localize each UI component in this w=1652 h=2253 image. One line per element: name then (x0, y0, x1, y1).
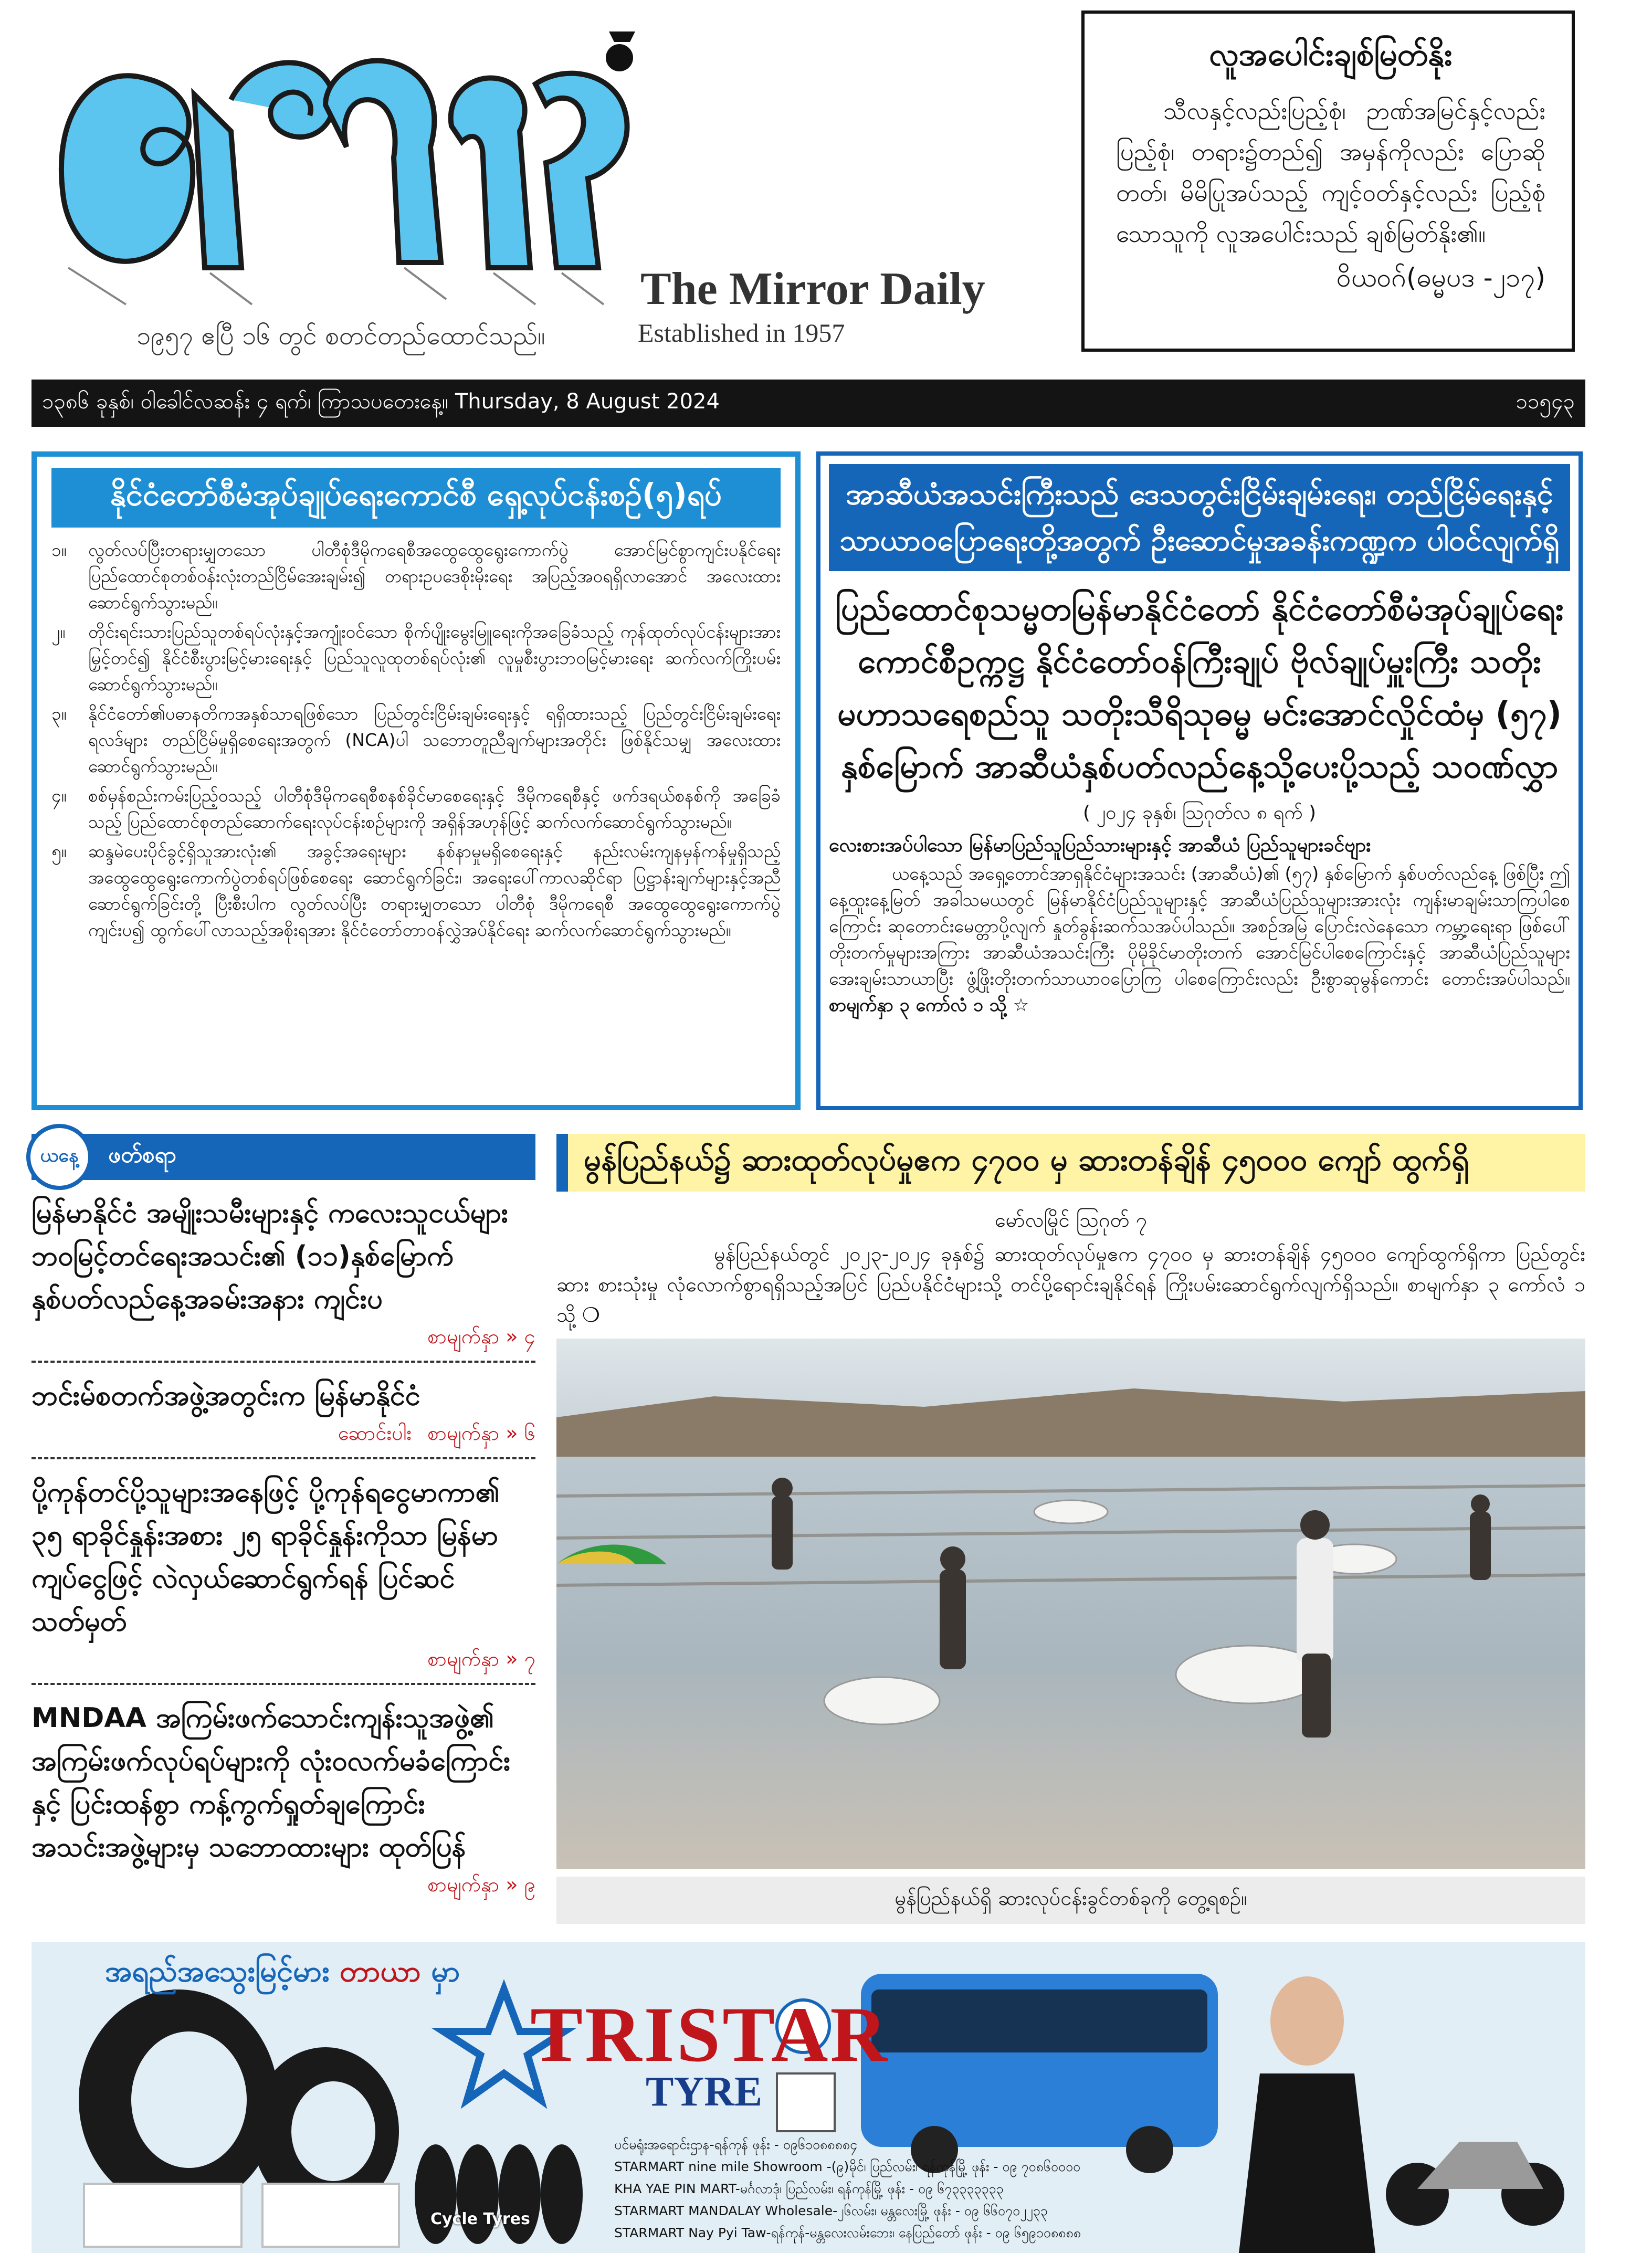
index-item-page-number: စာမျက်နှာ » ၇ (427, 1647, 535, 1670)
index-item[interactable] (31, 1363, 535, 1459)
programme-number: ၂။ (51, 622, 66, 642)
programme-text: စစ်မှန်စည်းကမ်းပြည့်ဝသည့် ပါတီစုံဒီမိုကရေစီစနစ်ခိုင်မာစေရေးနှင့် ဒီမိုကရေစီနှင့် ဖက်ဒရယ်စနစ်ကို အခြေခံသည့် ပြည်ထောင်စုတည်ဆောက်ရေးလုပ်ငန်းစဉ်များကို အရှိန်အဟုန်ဖြင့် ဆက်လက်ဆောင်ရွက်သွားမည်။ (88, 785, 781, 832)
salt-field-photo (556, 1339, 1585, 1869)
asean-greeting: လေးစားအပ်ပါသော မြန်မာပြည်သူပြည်သားများနှင့် အာဆီယံ ပြည်သူများခင်ဗျား (829, 835, 1371, 856)
index-title: ဖတ်စရာ (108, 1142, 176, 1167)
index-item-page-number: စာမျက်နှာ » ၆ (427, 1422, 535, 1445)
programmes-title: နိုင်ငံတော်စီမံအုပ်ချုပ်ရေးကောင်စီ ရှေ့လုပ်ငန်းစဉ်(၅)ရပ် (51, 468, 781, 528)
asean-article (816, 451, 1583, 1110)
programme-item (51, 701, 781, 780)
asean-body-text: ယနေ့သည် အရှေ့တောင်အာရှနိုင်ငံများအသင်း (အာဆီယံ)၏ (၅၇) နှစ်မြောက် နှစ်ပတ်လည်နေ့ ဖြစ်ပြီး ဤနေ့ထူးနေ့မြတ် အခါသမယတွင် မြန်မာနိုင်ငံပြည်သူများနှင့် အာဆီယံပြည်သူများအားလုံး ကျန်းမာချမ်းသာကြပါစေကြောင်း ဆုတောင်းမေတ္တာပို့လျက် နှုတ်ခွန်းဆက်သအပ်ပါသည်။ အစဉ်အမြဲ ပြောင်းလဲနေသော ကမ္ဘာ့ရေးရာ ဖြစ်ပေါ်တိုးတက်မှုများအကြား အာဆီယံအသင်းကြီး ပိုမိုခိုင်မာတိုးတက် အောင်မြင်ပါစေကြောင်းနှင့် အာဆီယံပြည်သူများ အေးချမ်းသာယာပြီး ဖွံ့ဖြိုးတိုးတက်သာယာဝပြောကြ ပါစေကြောင်းလည်း ဦးစွာဆုမွန်ကောင်း တောင်းအပ်ပါသည်။ (829, 864, 1570, 989)
ad-brand-sub: TYRE (646, 2069, 763, 2115)
ad-tagline-suffix: မှာ (431, 1954, 460, 1988)
ad-contacts (614, 2134, 1081, 2244)
salt-headline: မွန်ပြည်နယ်၌ ဆားထုတ်လုပ်မှုဧက ၄၇၀၀ မှ ဆားတန်ချိန် ၄၅၀၀၀ ကျော် ထွက်ရှိ (556, 1134, 1585, 1192)
established-en: Established in 1957 (638, 318, 845, 348)
programme-number: ၁။ (51, 540, 67, 560)
programme-text: နိုင်ငံတော်၏ပဓာနတိကအနှစ်သာရဖြစ်သော ပြည်တွင်းငြိမ်းချမ်းရေးနှင့် ရရှိထားသည့် ပြည်တွင်းငြိမ်းချမ်းရေးရလဒ်များ တည်ငြိမ်မှုရှိစေရေးအတွက် (NCA)ပါ သဘောတူညီချက်များအတိုင်း ဖြစ်နိုင်သမျှ အလေးထားဆောင်ရွက်သွားမည်။ (88, 703, 781, 776)
masthead-logo (31, 21, 682, 315)
quote-body: သီလနှင့်လည်းပြည့်စုံ၊ ဉာဏ်အမြင်နှင့်လည်း ပြည့်စုံ၊ တရား၌တည်၍ အမှန်ကိုလည်း ပြောဆိုတတ်၊ မိမိပြုအပ်သည့် ကျင့်ဝတ်နှင့်လည်း ပြည့်စုံသောသူကို လူအပေါင်းသည် ချစ်မြတ်နိုး၏။ (1116, 97, 1545, 248)
ad-brand: TRISTAR (530, 1991, 889, 2078)
index-item-title[interactable]: မြန်မာနိုင်ငံ အမျိုးသမီးများနှင့် ကလေးသူငယ်များ ဘဝမြင့်တင်ရေးအသင်း၏ (၁၁)နှစ်မြောက် နှစ်ပတ်လည်နေ့အခမ်းအနား ကျင်းပ (31, 1197, 509, 1315)
salt-dateline: မော်လမြိုင် ဩဂုတ် ၇ (994, 1208, 1148, 1231)
ad-contact-line: STARMART Nay Pyi Taw-ရန်ကုန်-မန္တလေးလမ်းဘေး၊ နေပြည်တော် ဖုန်း - ၀၉ ၆၅၉၁၀၈၈၈၈ (614, 2225, 1081, 2240)
english-title: The Mirror Daily (640, 264, 985, 314)
asean-subhead: ပြည်ထောင်စုသမ္မတမြန်မာနိုင်ငံတော် နိုင်ငံတော်စီမံအုပ်ချုပ်ရေး ကောင်စီဥက္ကဋ္ဌ နိုင်ငံတော်ဝန်ကြီးချုပ် ဗိုလ်ချုပ်မှူးကြီး သတိုးမဟာသရေစည်သူ သတိုးသီရိသုဓမ္မ မင်းအောင်လှိုင်ထံမှ (၅၇) နှစ်မြောက် အာဆီယံနှစ်ပတ်လည်နေ့သို့ပေးပို့သည့် သဝဏ်လွှာ (835, 589, 1564, 785)
programme-text: လွတ်လပ်ပြီးတရားမျှတသော ပါတီစုံဒီမိုကရေစီအထွေထွေရွေးကောက်ပွဲ အောင်မြင်စွာကျင်းပနိုင်ရေး ပြည်ထောင်စုတစ်ဝန်းလုံးတည်ငြိမ်အေးချမ်း၍ တရားဥပဒေစိုးမိုးရေး အပြည့်အဝရရှိလာအောင် အလေးထားဆောင်ရွက်သွားမည်။ (88, 540, 781, 613)
asean-continued-link[interactable]: စာမျက်နှာ ၃ ကော်လံ ၁ သို့ ☆ (829, 995, 1029, 1016)
ad-contact-line: KHA YAE PIN MART-မင်္ဂလာဒုံ၊ ပြည်လမ်း၊ ရန်ကုန်မြို့ ဖုန်း - ၀၉ ၆၇၃၃၃၃၃၃၃ (614, 2181, 1004, 2196)
issue-number: ၁၁၅၄၃ (1516, 389, 1575, 414)
index-item-page (31, 1872, 535, 1901)
issue-date: ၁၃၈၆ ခုနှစ်၊ ဝါခေါင်လဆန်း ၄ ရက်၊ ကြာသပတေးနေ့။ Thursday, 8 August 2024 (42, 389, 720, 414)
programme-item (51, 783, 781, 835)
ad-cycle-label: Cycle Tyres (430, 2210, 530, 2228)
index-item-page-number: စာမျက်နှာ » ၄ (427, 1325, 535, 1348)
programme-item (51, 838, 781, 943)
index-item-page (31, 1646, 535, 1676)
salt-body-text: မွန်ပြည်နယ်တွင် ၂၀၂၃-၂၀၂၄ ခုနှစ်၌ ဆားထုတ်လုပ်မှုဧက ၄၇၀၀ မှ ဆားတန်ချိန် ၄၅၀၀၀ ကျော်ထွက်ရှိကာ ပြည်တွင်းဆား စားသုံးမှု လုံလောက်စွာရရှိသည့်အပြင် ပြည်ပနိုင်ငံများသို့ တင်ပို့ရောင်းချနိုင်ရန် ကြိုးပမ်းဆောင်ရွက်လျက်ရှိသည်။ (556, 1243, 1585, 1296)
ad-tagline-highlight: တာယာ (339, 1954, 421, 1988)
index-today-badge: ယနေ့ (26, 1124, 92, 1190)
quote-source: ဝိယဝဂ်(ဓမ္မပဒ -၂၁၇) (1336, 262, 1545, 293)
programme-number: ၄။ (51, 785, 67, 806)
asean-body (829, 861, 1570, 1018)
programmes-box (31, 451, 801, 1110)
ad-tagline-prefix: အရည်အသွေးမြင့်မား (105, 1954, 330, 1988)
programme-text: ဆန္ဒမဲပေးပိုင်ခွင့်ရှိသူအားလုံး၏ အခွင့်အရေးများ နစ်နာမှုမရှိစေရေးနှင့် နည်းလမ်းကျနမှန်ကန်မှုရှိသည့် အထွေထွေရွေးကောက်ပွဲတစ်ရပ်ဖြစ်စေရေး ဆောင်ရွက်ခြင်း၊ အရေးပေါ်ကာလဆိုင်ရာ ပြဋ္ဌာန်းချက်များနှင့်အညီ ဆောင်ရွက်ခြင်းတို့ ပြီးစီးပါက လွတ်လပ်ပြီး တရားမျှတသော ပါတီစုံ ဒီမိုကရေစီ အထွေထွေရွေးကောက်ပွဲကျင်းပ၍ ထွက်ပေါ်လာသည့်အစိုးရအား နိုင်ငံတော်တာဝန်လွှဲအပ်နိုင်ရေး ဆက်လက်ဆောင်ရွက်သွားမည်။ (88, 841, 781, 940)
quote-box (1081, 10, 1575, 352)
date-bar (31, 380, 1585, 427)
index-item[interactable] (31, 1180, 535, 1363)
index-item[interactable] (31, 1685, 535, 1909)
index-item-title[interactable]: ဘင်းမ်စတက်အဖွဲ့အတွင်းက မြန်မာနိုင်ငံ (31, 1380, 420, 1412)
quote-title: လူအပေါင်းချစ်မြတ်နိုး (1209, 36, 1453, 73)
asean-dateline: ( ၂၀၂၄ ခုနှစ်၊ ဩဂုတ်လ ၈ ရက် ) (1082, 802, 1317, 824)
programme-text: တိုင်းရင်းသားပြည်သူတစ်ရပ်လုံးနှင့်အကျုံးဝင်သော စိုက်ပျိုးမွေးမြူရေးကိုအခြေခံသည့် ကုန်ထုတ်လုပ်ငန်းများအားမြှင့်တင်၍ နိုင်ငံစီးပွားမြင့်မားရေးနှင့် ပြည်သူလူထုတစ်ရပ်လုံး၏ လူမှုစီးပွားဘဝမြင့်မားရေး ဆက်လက်ကြိုးပမ်းဆောင်ရွက်သွားမည်။ (88, 622, 781, 694)
programme-number: ၅။ (51, 841, 67, 861)
ad-contact-line: ပင်မရုံးအရောင်းဌာန-ရန်ကုန် ဖုန်း - ၀၉၆၁၀၈၈၈၈၄ (614, 2137, 858, 2152)
index-item[interactable] (31, 1459, 535, 1685)
established-my: ၁၉၅၇ ဧပြီ ၁၆ တွင် စတင်တည်ထောင်သည်။ (136, 321, 545, 351)
salt-continued-link[interactable]: စာမျက်နှာ ၃ ကော်လံ ၁ သို့ ❍ (556, 1273, 1585, 1326)
index-column (31, 1134, 535, 1932)
ad-contact-line: STARMART MANDALAY Wholesale-၂၆လမ်း၊ မန္တလေးမြို့ ဖုန်း - ၀၉ ၆၆၀၇၀၂၂၃၃ (614, 2203, 1048, 2218)
index-item-page (31, 1420, 535, 1450)
index-item-page (31, 1324, 535, 1353)
index-header (31, 1134, 535, 1180)
index-item-section: ဆောင်းပါး (338, 1422, 412, 1445)
index-item-title[interactable]: ပို့ကုန်တင်ပို့သူများအနေဖြင့် ပို့ကုန်ရငွေမာကာ၏ ၃၅ ရာခိုင်နှုန်းအစား ၂၅ ရာခိုင်နှုန်းကိုသာ မြန်မာကျပ်ငွေဖြင့် လဲလှယ်ဆောင်ရွက်ရန် ပြင်ဆင်သတ်မှတ် (31, 1477, 500, 1637)
index-item-page-number: စာမျက်နှာ » ၉ (427, 1873, 535, 1896)
programme-item (51, 537, 781, 616)
salt-body (556, 1239, 1585, 1330)
index-item-title[interactable]: MNDAA အကြမ်းဖက်သောင်းကျန်းသူအဖွဲ့၏ အကြမ်းဖက်လုပ်ရပ်များကို လုံးဝလက်မခံကြောင်းနှင့် ပြင်းထန်စွာ ကန့်ကွက်ရှုတ်ချကြောင်း အသင်းအဖွဲ့များမှ သဘောထားများ ထုတ်ပြန် (31, 1702, 511, 1863)
programme-number: ၃။ (51, 703, 67, 724)
ad-contact-line: STARMART nine mile Showroom -(၉)မိုင်၊ ပြည်လမ်း၊ ရန်ကုန်မြို့ ဖုန်း - ၀၉ ၇၀၈၆၀၀၀၀ (614, 2159, 1081, 2174)
programme-item (51, 619, 781, 698)
ad-tagline (105, 1953, 460, 1996)
asean-headline: အာဆီယံအသင်းကြီးသည် ဒေသတွင်းငြိမ်းချမ်းရေး၊ တည်ငြိမ်ရေးနှင့် သာယာဝပြောရေးတို့အတွက် ဦးဆောင်မှုအခန်းကဏ္ဍက ပါဝင်လျက်ရှိ (829, 464, 1570, 571)
salt-photo-caption: မွန်ပြည်နယ်ရှိ ဆားလုပ်ငန်းခွင်တစ်ခုကို တွေ့ရစဉ်။ (556, 1877, 1585, 1924)
